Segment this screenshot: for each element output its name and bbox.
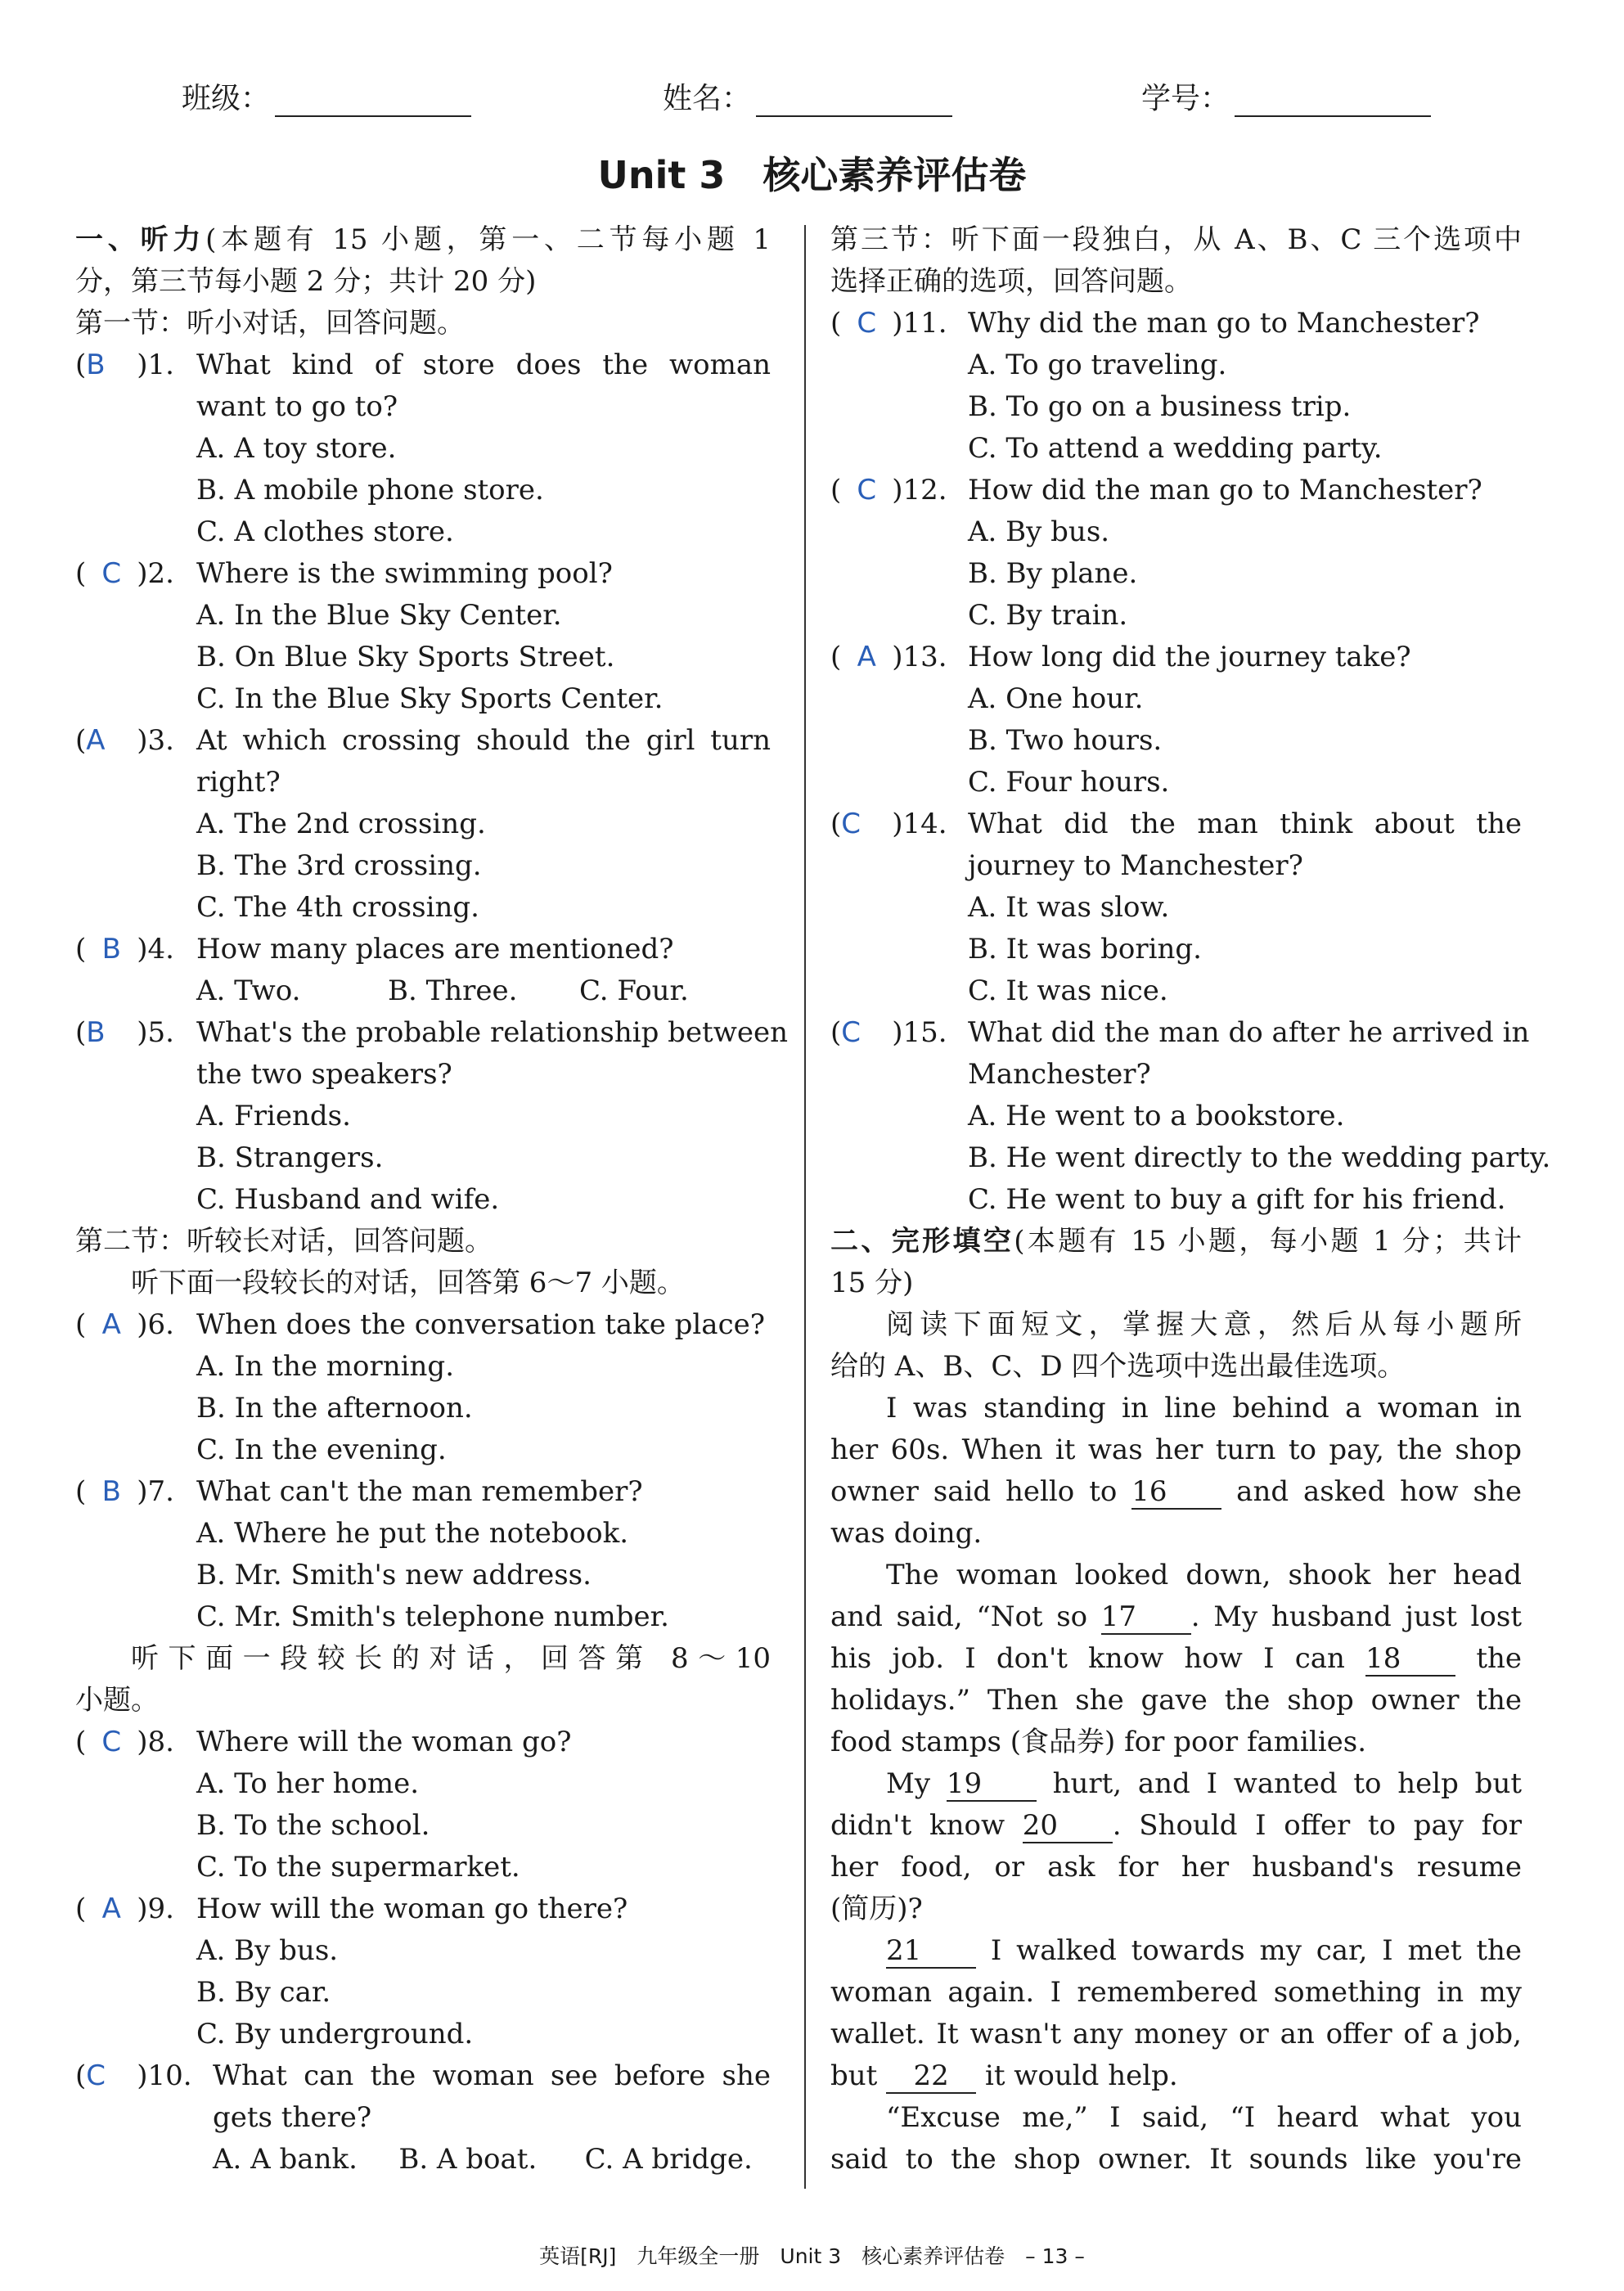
- blank-21[interactable]: 21: [886, 1934, 976, 1969]
- question-2: ( C )2. Where is the swimming pool? A. In the Blue Sky Center. B. On Blue Sky Sports Street. C. In the Blue Sky Sports Center.: [75, 553, 771, 720]
- option: A. By bus.: [968, 515, 1110, 548]
- question-7: ( B )7. What can't the man remember? A. Where he put the notebook. B. Mr. Smith's new address. C. Mr. Smith's telephone number.: [75, 1471, 771, 1638]
- question-14: (C )14. What did the man think about the journey to Manchester? A. It was slow. B. It was boring. C. It was nice.: [830, 803, 1522, 1012]
- option: A. The 2nd crossing.: [196, 808, 486, 840]
- left-column: 一、听力(本题有 15 小题，第一、二节每小题 1 分，第三节每小题 2 分；共计 20 分) 第一节：听小对话，回答问题。 (B )1. What kind of store does the woman want to go to? A. A toy store. B. A mobile phone store. C. A clothes store. ( C )2. Where is the swimming pool? A. In the Blue Sky Center. B. On Blue Sky Sports Street. C. In the Blue Sky Sports Center. (A )3. At which crossing should the girl turn right? A. The 2nd crossing. B. The 3rd crossing. C. The 4th crossing. ( B )4. How many places are mentioned? A. Two. B. Three. C. Four. (B )5. What's the probable relationship between the two speakers? A. Friends. B. Strangers. C. Husband and wife. 第二节：听较长对话，回答问题。 听下面一段较长的对话，回答第 6～7 小题。 ( A )6. When does the conversation take place? A. In the morning. B. In the afternoon. C. In the evening. ( B )7. What can't the man remember? A. Where he put the notebook. B. Mr. Smith's new address. C. Mr. Smith's telephone number. 听下面一段较长的对话，回答第 8～10 小题。 ( C )8. Where will the woman go? A. To her home. B. To the school. C. To the supermarket. ( A )9. How will the woman go there? A. By bus. B. By car. C. By underground. (C )10. What can the woman see before she gets there? A. A bank. B. A boat. C. A bridge.: [75, 219, 771, 2181]
- page-footer: 英语[RJ] 九年级全一册 Unit 3 核心素养评估卷 – 13 –: [539, 2244, 1085, 2268]
- option: B. To go on a business trip.: [968, 390, 1352, 423]
- option: B. In the afternoon.: [196, 1392, 473, 1425]
- option: A. In the Blue Sky Center.: [196, 599, 562, 632]
- section2-intro: 听下面一段较长的对话，回答第 6～7 小题。: [131, 1267, 685, 1299]
- option: C. Mr. Smith's telephone number.: [196, 1600, 669, 1633]
- option: C. A clothes store.: [196, 515, 454, 548]
- question-10: (C )10. What can the woman see before she gets there? A. A bank. B. A boat. C. A bridge.: [75, 2055, 771, 2181]
- question-12: ( C )12. How did the man go to Manchester? A. By bus. B. By plane. C. By train.: [830, 470, 1522, 637]
- option: C. It was nice.: [968, 974, 1168, 1007]
- question-4: ( B )4. How many places are mentioned? A. Two. B. Three. C. Four.: [75, 929, 771, 1012]
- blank-17[interactable]: 17: [1101, 1600, 1191, 1635]
- cloze-passage: I was standing in line behind a woman in her 60s. When it was her turn to pay, the shop owner said hello to 16 and asked how she was doing. The woman looked down, shook her head and said, “Not so 17 . My husband just lost his job. I don't know how I can 18 the holidays.” Then she gave the shop owner the food stamps (食品券) for poor families. My 19 hurt, and I wanted to help but didn't know 20 . Should I offer to pay for her food, or ask for her husband's resume (简历)? 21 I walked towards my car, I met the woman again. I remembered something in my wallet. It wasn't any money or an offer of a job, but 22 it would help. “Excuse me,” I said, “I heard what you said to the shop owner. It sounds like you're: [830, 1392, 1523, 2176]
- option: C. Husband and wife.: [196, 1183, 500, 1216]
- answer-3: A: [86, 724, 106, 757]
- option: A. Where he put the notebook.: [196, 1517, 629, 1550]
- option: C. In the evening.: [196, 1434, 447, 1466]
- option: B. Mr. Smith's new address.: [196, 1559, 592, 1591]
- option: A. Friends.: [196, 1100, 351, 1132]
- section1-heading: 第一节：听小对话，回答问题。: [75, 307, 465, 340]
- option: B. The 3rd crossing.: [196, 849, 482, 882]
- answer-9: A: [101, 1893, 121, 1925]
- question-15: (C )15. What did the man do after he arrived in Manchester? A. He went to a bookstore. B. He went directly to the wedding party. C. He went to buy a gift for his friend.: [830, 1012, 1522, 1221]
- option: C. He went to buy a gift for his friend.: [968, 1183, 1506, 1216]
- question-5: (B )5. What's the probable relationship between the two speakers? A. Friends. B. Strangers. C. Husband and wife.: [75, 1012, 771, 1221]
- option: C. To the supermarket.: [196, 1851, 520, 1884]
- question-13: ( A )13. How long did the journey take? A. One hour. B. Two hours. C. Four hours.: [830, 637, 1522, 803]
- option: A. It was slow.: [968, 891, 1170, 924]
- option: C. In the Blue Sky Sports Center.: [196, 682, 664, 715]
- question-8: ( C )8. Where will the woman go? A. To her home. B. To the school. C. To the supermarket.: [75, 1722, 771, 1888]
- part1-heading: 一、听力(本题有 15 小题，第一、二节每小题 1: [75, 223, 771, 256]
- option: C. To attend a wedding party.: [968, 432, 1383, 465]
- option: B. A boat.: [398, 2143, 538, 2176]
- question-3: (A )3. At which crossing should the girl turn right? A. The 2nd crossing. B. The 3rd crossing. C. The 4th crossing.: [75, 720, 771, 929]
- answer-12: C: [857, 474, 877, 506]
- option: B. He went directly to the wedding party.: [968, 1141, 1551, 1174]
- question-11: ( C )11. Why did the man go to Manchester? A. To go traveling. B. To go on a business trip. C. To attend a wedding party.: [830, 303, 1522, 470]
- answer-5: B: [86, 1016, 106, 1049]
- student-id-blank[interactable]: [1235, 86, 1431, 117]
- option: A. To her home.: [196, 1767, 420, 1800]
- question-9: ( A )9. How will the woman go there? A. By bus. B. By car. C. By underground.: [75, 1888, 771, 2055]
- right-column: 第三节：听下面一段独白，从 A、B、C 三个选项中 选择正确的选项，回答问题。 ( C )11. Why did the man go to Manchester? A. To go traveling. B. To go on a business trip. C. To attend a wedding party. ( C )12. How did the man go to Manchester? A. By bus. B. By plane. C. By train. ( A )13. How long did the journey take? A. One hour. B. Two hours. C. Four hours. (C )14. What did the man think about the journey to Manchester? A. It was slow. B. It was boring. C. It was nice. (C )15. What did the man do after he arrived in Manchester? A. He went to a bookstore. B. He went directly to the wedding party. C. He went to buy a gift for his friend. 二、完形填空(本题有 15 小题，每小题 1 分；共计 15 分) 阅读下面短文，掌握大意，然后从每小题所 给的 A、B、C、D 四个选项中选出最佳选项。 I was standing in line behind a woman in her 60s. When it was her turn to pay, the shop owner said hello to 16 and asked how she was doing. The woman looked down, shook her head and said, “Not so 17 . My husband just lost his job. I don't know how I can 18 the holidays.” Then she gave the shop owner the food stamps (食品券) for poor families. My 19 hurt, and I wanted to help but didn't know 20 . Should I offer to pay for her food, or ask for her husband's resume (简历)? 21 I walked towards my car, I met the woman again. I remembered something in my wallet. It wasn't any money or an offer of a job, but 22 it would help. “Excuse me,” I said, “I heard what you said to the shop owner. It sounds like you're: [830, 219, 1522, 2181]
- option: A. Two.: [196, 974, 301, 1007]
- answer-8: C: [101, 1726, 122, 1758]
- option: B. By plane.: [968, 557, 1138, 590]
- blank-22[interactable]: 22: [886, 2059, 976, 2094]
- option: B. It was boring.: [968, 933, 1202, 965]
- option: A. He went to a bookstore.: [968, 1100, 1345, 1132]
- blank-16[interactable]: 16: [1131, 1475, 1221, 1510]
- option: A. A toy store.: [196, 432, 397, 465]
- cloze-instructions: 阅读下面短文，掌握大意，然后从每小题所: [886, 1308, 1522, 1341]
- option: A. By bus.: [196, 1934, 339, 1967]
- answer-11: C: [857, 307, 877, 340]
- option: A. To go traveling.: [968, 349, 1227, 381]
- option: B. To the school.: [196, 1809, 430, 1842]
- student-id-field: 学号：: [1141, 75, 1431, 117]
- answer-7: B: [101, 1475, 121, 1508]
- option: B. By car.: [196, 1976, 331, 2009]
- option: B. Strangers.: [196, 1141, 384, 1174]
- section2-intro: 听下面一段较长的对话，回答第 8～10: [131, 1642, 771, 1675]
- option: C. By underground.: [196, 2018, 474, 2050]
- option: A. In the morning.: [196, 1350, 454, 1383]
- option: B. On Blue Sky Sports Street.: [196, 641, 615, 673]
- answer-4: B: [101, 933, 121, 965]
- option: A. A bank.: [213, 2143, 358, 2176]
- option: C. Four.: [579, 974, 689, 1007]
- option: C. Four hours.: [968, 766, 1170, 799]
- answer-13: A: [857, 641, 876, 673]
- question-1: (B )1. What kind of store does the woman want to go to? A. A toy store. B. A mobile phone store. C. A clothes store.: [75, 344, 771, 553]
- answer-2: C: [101, 557, 122, 590]
- answer-15: C: [841, 1016, 861, 1049]
- part2-heading: 二、完形填空(本题有 15 小题，每小题 1 分；共计: [830, 1225, 1523, 1258]
- class-field: 班级：: [182, 75, 471, 117]
- section2-heading: 第二节：听较长对话，回答问题。: [75, 1225, 493, 1258]
- blank-19[interactable]: 19: [947, 1767, 1037, 1802]
- part1-note: 分，第三节每小题 2 分；共计 20 分): [75, 265, 537, 298]
- answer-1: B: [86, 349, 106, 381]
- question-6: ( A )6. When does the conversation take place? A. In the morning. B. In the afternoon. C. In the evening.: [75, 1304, 771, 1471]
- option: B. A mobile phone store.: [196, 474, 544, 506]
- blank-20[interactable]: 20: [1023, 1809, 1113, 1843]
- page-title: Unit 3 核心素养评估卷: [597, 153, 1027, 197]
- option: C. A bridge.: [584, 2143, 753, 2176]
- class-blank[interactable]: [275, 86, 471, 117]
- blank-18[interactable]: 18: [1365, 1642, 1455, 1677]
- option: B. Three.: [388, 974, 518, 1007]
- option: C. By train.: [968, 599, 1128, 632]
- option: B. Two hours.: [968, 724, 1163, 757]
- answer-10: C: [86, 2059, 106, 2092]
- section3-heading: 第三节：听下面一段独白，从 A、B、C 三个选项中: [830, 223, 1522, 256]
- answer-6: A: [101, 1308, 121, 1341]
- option: C. The 4th crossing.: [196, 891, 479, 924]
- name-field: 姓名：: [663, 75, 952, 117]
- name-blank[interactable]: [756, 86, 952, 117]
- answer-14: C: [841, 808, 861, 840]
- column-divider: [804, 225, 806, 2189]
- option: A. One hour.: [968, 682, 1144, 715]
